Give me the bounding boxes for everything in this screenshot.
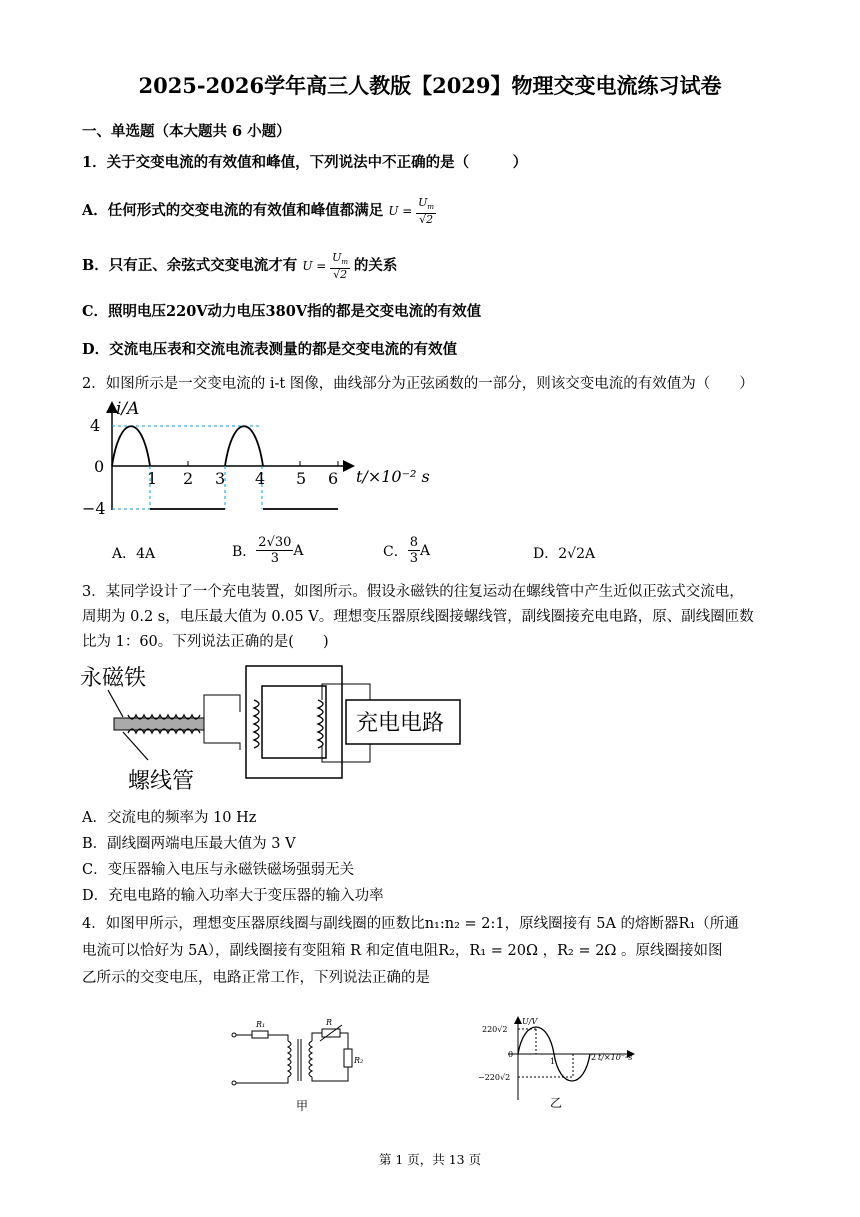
q2-option-c — [383, 535, 430, 566]
x-tick-5: 5 — [296, 469, 307, 488]
q4-circuit-jia — [226, 1015, 376, 1115]
page-footer: 第 1 页，共 13 页 — [378, 1152, 482, 1167]
q1-stem: 1．关于交变电流的有效值和峰值，下列说法中不正确的是（ ） — [82, 154, 528, 171]
y-axis-label: i/A — [116, 399, 140, 419]
q2-option-c-num: 8 — [409, 535, 418, 550]
formula-fraction — [330, 252, 350, 281]
q3-option-c: C．变压器输入电压与永磁铁磁场强弱无关 — [82, 862, 355, 878]
y-tick-0: 0 — [94, 457, 105, 476]
x-tick-4: 4 — [255, 469, 266, 488]
x-tick-2: 2 — [183, 469, 194, 488]
x-tick-3: 3 — [215, 469, 226, 488]
formula-sub: m — [341, 258, 349, 267]
t-tick-1: 1 — [550, 1057, 556, 1066]
formula-num: U — [418, 196, 428, 209]
y-tick-neg4: −4 — [82, 499, 106, 518]
formula — [388, 196, 436, 227]
q3-stem-line1: 3．某同学设计了一个充电装置，如图所示。假设永磁铁的往复运动在螺线管中产生近似正弦式交流电， — [82, 584, 744, 600]
fig-yi-label: 乙 — [550, 1096, 563, 1110]
x-tick-6: 6 — [328, 469, 339, 488]
magnet-bar — [114, 718, 204, 730]
q2-option-b — [232, 535, 304, 566]
q3-stem-line3: 比为 1：60。下列说法正确的是( ) — [82, 634, 329, 650]
q3-option-a: A．交流电的频率为 10 Hz — [82, 810, 257, 826]
q1-option-a-text: A．任何形式的交变电流的有效值和峰值都满足 — [82, 202, 384, 220]
q2-option-c-fraction — [408, 535, 420, 566]
r2-label: R₂ — [354, 1056, 364, 1065]
section-heading: 一、单选题（本大题共 6 小题） — [82, 123, 291, 140]
magnet-label: 永磁铁 — [80, 666, 147, 691]
formula-den: √2 — [419, 213, 434, 227]
resistor-r2 — [344, 1049, 352, 1067]
q1-option-d: D．交流电压表和交流电流表测量的都是交变电流的有效值 — [82, 341, 458, 358]
q3-option-b: B．副线圈两端电压最大值为 3 V — [82, 836, 296, 852]
r1-label: R₁ — [256, 1020, 266, 1029]
fuse-r1 — [252, 1031, 268, 1038]
q3-option-d: D．充电电路的输入功率大于变压器的输入功率 — [82, 888, 384, 904]
sine-hump-1 — [112, 426, 150, 466]
q2-stem: 2．如图所示是一交变电流的 i-t 图像，曲线部分为正弦函数的一部分，则该交变电流的有效值为（ ） — [82, 376, 754, 392]
t-tick-2: 2 — [591, 1053, 597, 1062]
q2-option-a: A．4A — [112, 546, 156, 562]
q4-line2: 电流可以恰好为 5A），副线圈接有变阻箱 R 和定值电阻R₂，R₁ = 20Ω ，R₂ = 2Ω 。原线圈接如图 — [82, 943, 723, 959]
q1-option-a — [82, 197, 436, 226]
q1-option-b — [82, 252, 397, 281]
q4-line1: 4．如图甲所示，理想变压器原线圈与副线圈的匝数比n₁:n₂ = 2:1，原线圈接有 5A 的熔断器R₁（所通 — [82, 916, 739, 932]
q2-option-b-num: 2√30 — [258, 535, 292, 550]
t-axis-label: t/×10⁻²s — [598, 1053, 633, 1062]
q2-option-c-den: 3 — [409, 551, 418, 566]
q1-option-c: C．照明电压220V动力电压380V指的都是交变电流的有效值 — [82, 303, 482, 320]
y-tick-4: 4 — [90, 416, 101, 435]
q4-line3: 乙所示的交变电压，电路正常工作，下列说法正确的是 — [82, 970, 430, 986]
sine-hump-2 — [225, 426, 263, 466]
fig-jia-label: 甲 — [296, 1099, 309, 1113]
q2-option-b-label: B． — [232, 543, 257, 560]
r-label: R — [326, 1018, 333, 1027]
q2-option-c-unit: A — [420, 542, 431, 559]
u-axis-label: U/V — [522, 1017, 538, 1026]
q2-it-graph — [80, 398, 460, 523]
transformer-core — [246, 666, 342, 778]
q2-option-c-label: C． — [383, 543, 408, 560]
x-tick-1: 1 — [147, 469, 158, 488]
u-max-label: 220√2 — [482, 1025, 508, 1034]
solenoid-label: 螺线管 — [128, 769, 195, 794]
q2-option-b-fraction — [256, 535, 293, 566]
charger-label: 充电电路 — [356, 711, 445, 736]
formula-den: √2 — [333, 268, 348, 282]
page-title: 2025-2026学年高三人教版【2029】物理交变电流练习试卷 — [138, 73, 722, 98]
formula — [302, 251, 354, 282]
q3-stem-line2: 周期为 0.2 s，电压最大值为 0.05 V。理想变压器原线圈接螺线管，副线圈接充电电路，原、副线圈匝数 — [82, 609, 754, 625]
q2-option-d-label: D． — [533, 546, 559, 562]
q1-option-b-post: 的关系 — [353, 257, 398, 275]
q2-option-d-value: 2√2A — [558, 546, 596, 562]
formula-lhs: U = — [302, 259, 327, 274]
q2-option-d — [533, 543, 595, 563]
formula-fraction — [416, 197, 436, 226]
formula-lhs: U = — [388, 204, 413, 219]
x-axis-label: t/×10⁻² s — [356, 467, 430, 486]
u-min-label: −220√2 — [478, 1073, 511, 1082]
q3-charger-diagram — [78, 660, 478, 800]
q4-ut-graph — [478, 1012, 648, 1115]
u-zero-label: 0 — [508, 1050, 514, 1059]
formula-num: U — [332, 251, 342, 264]
q2-option-b-unit: A — [293, 542, 304, 559]
q2-option-b-den: 3 — [270, 551, 279, 566]
q1-option-b-text: B．只有正、余弦式交变电流才有 — [82, 257, 298, 275]
formula-sub: m — [427, 203, 435, 212]
